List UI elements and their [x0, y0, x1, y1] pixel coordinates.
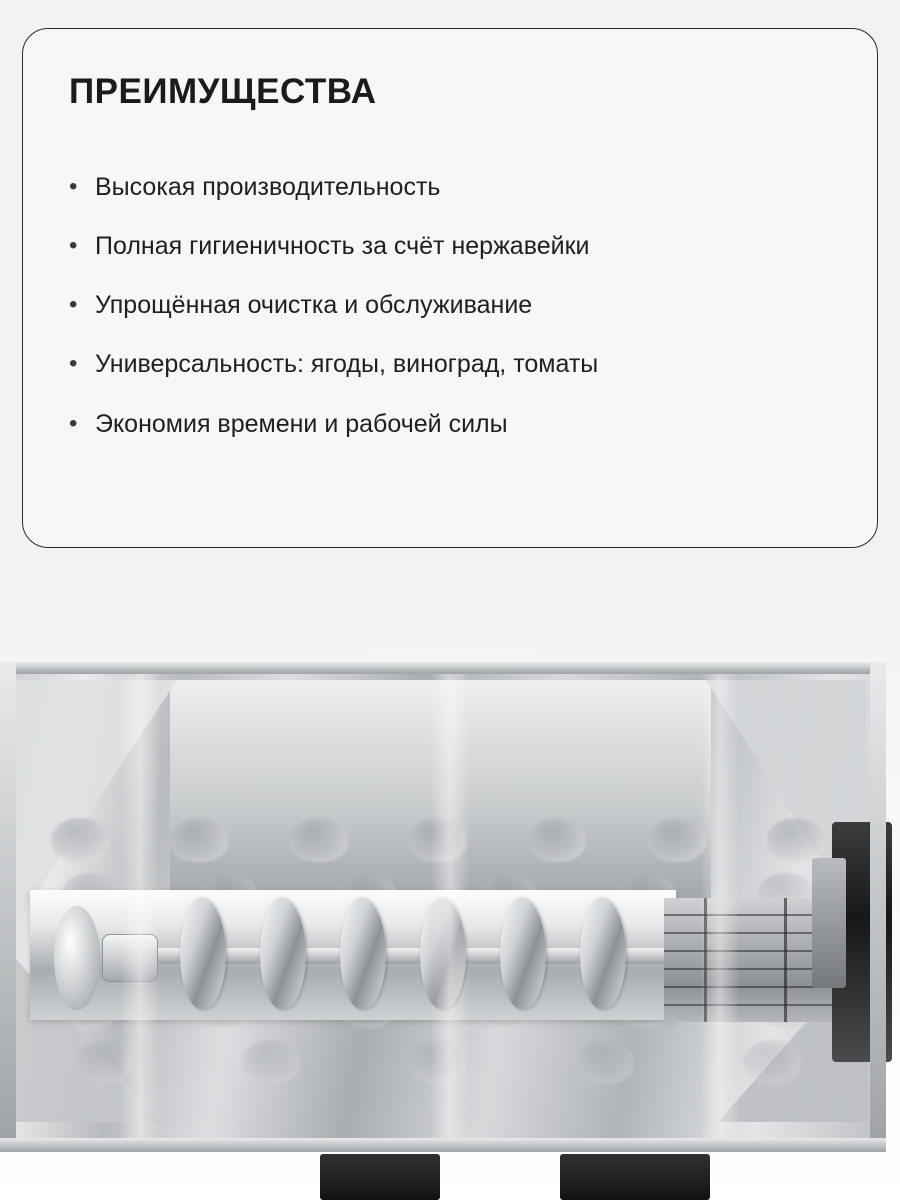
dimple: [528, 818, 586, 862]
auger-flight: [580, 898, 626, 1010]
list-item-label: Экономия времени и рабочей силы: [95, 409, 508, 438]
dimple: [743, 1040, 801, 1084]
auger-flight: [180, 898, 226, 1010]
dimple-row: [20, 1034, 856, 1090]
page-title: ПРЕИМУЩЕСТВА: [69, 72, 377, 111]
auger-hub: [102, 934, 158, 982]
dimple: [75, 1040, 133, 1084]
dimple-row: [20, 812, 856, 868]
bullet-icon: •: [69, 172, 78, 200]
dimple: [242, 1040, 300, 1084]
bullet-icon: •: [69, 409, 78, 437]
list-item-label: Высокая производительность: [95, 172, 441, 201]
advantages-card: [22, 28, 878, 548]
list-item: [69, 172, 831, 203]
motor-coupling: [812, 858, 846, 988]
list-item: [69, 290, 831, 321]
dimple: [409, 818, 467, 862]
machine-leg: [560, 1154, 710, 1200]
hopper-right-edge: [870, 662, 886, 1152]
screen-vertical-bar: [784, 898, 787, 1022]
dimple: [290, 818, 348, 862]
bullet-icon: •: [69, 231, 78, 259]
advantages-list: [69, 172, 831, 440]
hopper-top-edge: [0, 662, 886, 674]
hopper-left-edge: [0, 662, 16, 1152]
list-item: [69, 409, 831, 440]
auger-flight: [420, 898, 466, 1010]
list-item: [69, 349, 831, 380]
hopper-body: [0, 662, 886, 1152]
dimple: [409, 1040, 467, 1084]
bullet-icon: •: [69, 350, 78, 378]
product-photo: [0, 640, 900, 1200]
auger-flight: [500, 898, 546, 1010]
machine-leg: [320, 1154, 440, 1200]
list-item-label: Универсальность: ягоды, виноград, томаты: [95, 350, 599, 379]
dimple: [576, 1040, 634, 1084]
dimple: [648, 818, 706, 862]
bullet-icon: •: [69, 291, 78, 318]
screen-vertical-bar: [704, 898, 707, 1022]
dimple: [170, 818, 228, 862]
auger-end-disc: [54, 906, 100, 1010]
auger-flight: [340, 898, 386, 1010]
list-item-label: Упрощённая очистка и обслуживание: [95, 291, 533, 319]
auger-trough: [30, 890, 676, 1020]
dimple: [767, 818, 825, 862]
list-item-label: Полная гигиеничность за счёт нержавейки: [95, 231, 590, 260]
list-item: [69, 231, 831, 262]
dimple: [51, 818, 109, 862]
photo-canvas: [0, 640, 900, 1200]
auger-flight: [260, 898, 306, 1010]
hopper-bottom-edge: [0, 1138, 886, 1152]
